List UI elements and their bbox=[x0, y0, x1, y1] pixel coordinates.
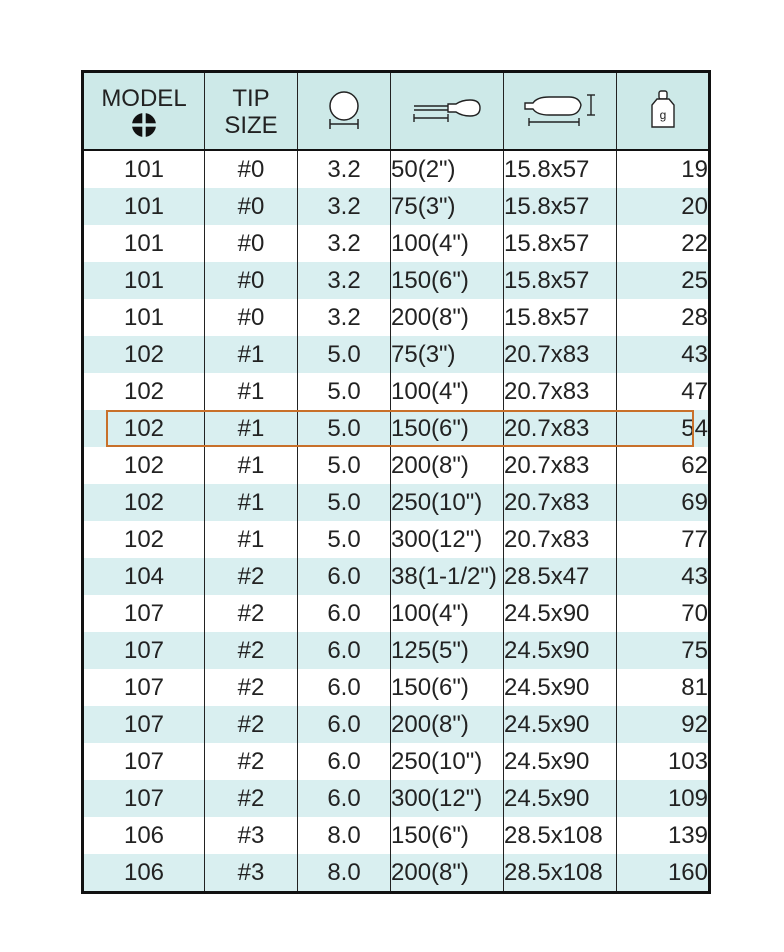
table-row bbox=[83, 225, 710, 262]
blade-length-cell: 100(4") bbox=[391, 225, 504, 262]
model-cell: 102 bbox=[83, 373, 205, 410]
table-row bbox=[83, 521, 710, 558]
model-cell: 107 bbox=[83, 743, 205, 780]
model-cell: 101 bbox=[83, 225, 205, 262]
tip-size-cell: #1 bbox=[205, 484, 298, 521]
table-row bbox=[83, 299, 710, 336]
diameter-cell: 6.0 bbox=[298, 595, 391, 632]
table-row bbox=[83, 743, 710, 780]
model-cell: 106 bbox=[83, 854, 205, 893]
weight-cell: 54 bbox=[617, 410, 710, 447]
tip-size-cell: #1 bbox=[205, 521, 298, 558]
blade-length-cell: 150(6") bbox=[391, 262, 504, 299]
tip-size-cell: #3 bbox=[205, 817, 298, 854]
shaft-diameter-icon bbox=[324, 87, 364, 131]
blade-length-cell: 150(6") bbox=[391, 669, 504, 706]
model-cell: 107 bbox=[83, 595, 205, 632]
weight-cell: 19 bbox=[617, 150, 710, 188]
table-row bbox=[83, 780, 710, 817]
table-row bbox=[83, 373, 710, 410]
table-row bbox=[83, 336, 710, 373]
tip-size-cell: #3 bbox=[205, 854, 298, 893]
handle-size-cell: 24.5x90 bbox=[504, 632, 617, 669]
tip-size-header-line2: SIZE bbox=[224, 112, 278, 139]
model-cell: 102 bbox=[83, 410, 205, 447]
blade-length-cell: 200(8") bbox=[391, 299, 504, 336]
blade-length-cell: 200(8") bbox=[391, 447, 504, 484]
diameter-cell: 5.0 bbox=[298, 484, 391, 521]
model-cell: 107 bbox=[83, 706, 205, 743]
spec-table-body bbox=[83, 150, 710, 893]
tip-size-cell: #0 bbox=[205, 150, 298, 188]
blade-length-cell: 150(6") bbox=[391, 410, 504, 447]
tip-size-cell: #2 bbox=[205, 780, 298, 817]
handle-size-cell: 20.7x83 bbox=[504, 410, 617, 447]
table-row bbox=[83, 262, 710, 299]
blade-length-cell: 250(10") bbox=[391, 743, 504, 780]
diameter-cell: 8.0 bbox=[298, 817, 391, 854]
handle-size-cell: 20.7x83 bbox=[504, 484, 617, 521]
blade-length-icon bbox=[410, 94, 484, 124]
diameter-cell: 5.0 bbox=[298, 447, 391, 484]
model-cell: 107 bbox=[83, 632, 205, 669]
handle-size-cell: 24.5x90 bbox=[504, 743, 617, 780]
tip-size-cell: #0 bbox=[205, 188, 298, 225]
diameter-cell: 3.2 bbox=[298, 299, 391, 336]
tip-size-cell: #2 bbox=[205, 706, 298, 743]
diameter-cell: 3.2 bbox=[298, 262, 391, 299]
tip-size-cell: #1 bbox=[205, 410, 298, 447]
handle-size-cell: 15.8x57 bbox=[504, 225, 617, 262]
weight-cell: 81 bbox=[617, 669, 710, 706]
diameter-cell: 3.2 bbox=[298, 225, 391, 262]
weight-cell: 62 bbox=[617, 447, 710, 484]
blade-length-cell: 50(2") bbox=[391, 150, 504, 188]
diameter-cell: 6.0 bbox=[298, 706, 391, 743]
handle-size-cell: 24.5x90 bbox=[504, 706, 617, 743]
weight-cell: 77 bbox=[617, 521, 710, 558]
tip-size-header-line1: TIP bbox=[232, 85, 270, 112]
weight-cell: 139 bbox=[617, 817, 710, 854]
model-cell: 102 bbox=[83, 336, 205, 373]
table-row bbox=[83, 669, 710, 706]
table-row bbox=[83, 484, 710, 521]
handle-size-cell: 15.8x57 bbox=[504, 299, 617, 336]
weight-cell: 109 bbox=[617, 780, 710, 817]
tip-size-cell: #1 bbox=[205, 373, 298, 410]
handle-size-cell: 24.5x90 bbox=[504, 780, 617, 817]
handle-size-cell: 28.5x47 bbox=[504, 558, 617, 595]
table-row bbox=[83, 595, 710, 632]
model-header-label: MODEL bbox=[101, 85, 187, 112]
handle-size-cell: 20.7x83 bbox=[504, 373, 617, 410]
table-row bbox=[83, 817, 710, 854]
weight-cell: 22 bbox=[617, 225, 710, 262]
weight-cell: 70 bbox=[617, 595, 710, 632]
tip-size-cell: #0 bbox=[205, 262, 298, 299]
model-cell: 101 bbox=[83, 262, 205, 299]
table-row bbox=[83, 150, 710, 188]
model-cell: 101 bbox=[83, 150, 205, 188]
weight-cell: 160 bbox=[617, 854, 710, 893]
tip-size-cell: #0 bbox=[205, 225, 298, 262]
blade-length-cell: 150(6") bbox=[391, 817, 504, 854]
tip-size-cell: #2 bbox=[205, 632, 298, 669]
handle-size-cell: 15.8x57 bbox=[504, 262, 617, 299]
diameter-cell: 5.0 bbox=[298, 410, 391, 447]
diameter-cell: 6.0 bbox=[298, 743, 391, 780]
weight-cell: 47 bbox=[617, 373, 710, 410]
blade-length-cell: 125(5") bbox=[391, 632, 504, 669]
blade-length-cell: 300(12") bbox=[391, 780, 504, 817]
table-row bbox=[83, 447, 710, 484]
handle-size-cell: 20.7x83 bbox=[504, 521, 617, 558]
handle-dimensions-icon bbox=[519, 91, 601, 127]
weight-cell: 69 bbox=[617, 484, 710, 521]
diameter-cell: 5.0 bbox=[298, 521, 391, 558]
table-row bbox=[83, 188, 710, 225]
weight-cell: 43 bbox=[617, 558, 710, 595]
blade-length-cell: 250(10") bbox=[391, 484, 504, 521]
blade-length-cell: 100(4") bbox=[391, 595, 504, 632]
diameter-cell: 6.0 bbox=[298, 632, 391, 669]
handle-dimensions-header bbox=[504, 72, 617, 151]
weight-cell: 75 bbox=[617, 632, 710, 669]
table-row bbox=[83, 632, 710, 669]
weight-cell: 28 bbox=[617, 299, 710, 336]
weight-icon bbox=[648, 89, 678, 129]
weight-cell: 20 bbox=[617, 188, 710, 225]
blade-length-cell: 75(3") bbox=[391, 336, 504, 373]
weight-cell: 92 bbox=[617, 706, 710, 743]
blade-length-cell: 200(8") bbox=[391, 854, 504, 893]
model-cell: 101 bbox=[83, 188, 205, 225]
model-cell: 101 bbox=[83, 299, 205, 336]
blade-length-cell: 75(3") bbox=[391, 188, 504, 225]
tip-size-cell: #1 bbox=[205, 336, 298, 373]
handle-size-cell: 20.7x83 bbox=[504, 447, 617, 484]
diameter-cell: 6.0 bbox=[298, 669, 391, 706]
diameter-cell: 3.2 bbox=[298, 150, 391, 188]
weight-cell: 25 bbox=[617, 262, 710, 299]
handle-size-cell: 28.5x108 bbox=[504, 817, 617, 854]
handle-size-cell: 24.5x90 bbox=[504, 669, 617, 706]
shaft-diameter-header bbox=[298, 72, 391, 151]
model-cell: 102 bbox=[83, 484, 205, 521]
blade-length-cell: 38(1-1/2") bbox=[391, 558, 504, 595]
diameter-cell: 5.0 bbox=[298, 336, 391, 373]
weight-header bbox=[617, 72, 710, 151]
weight-cell: 103 bbox=[617, 743, 710, 780]
blade-length-header bbox=[391, 72, 504, 151]
weight-cell: 43 bbox=[617, 336, 710, 373]
diameter-cell: 3.2 bbox=[298, 188, 391, 225]
model-header bbox=[83, 72, 205, 151]
handle-size-cell: 24.5x90 bbox=[504, 595, 617, 632]
model-cell: 107 bbox=[83, 780, 205, 817]
diameter-cell: 6.0 bbox=[298, 558, 391, 595]
tip-size-cell: #2 bbox=[205, 558, 298, 595]
table-row bbox=[83, 854, 710, 893]
model-cell: 102 bbox=[83, 447, 205, 484]
table-row bbox=[83, 410, 710, 447]
tip-size-cell: #1 bbox=[205, 447, 298, 484]
tip-size-header bbox=[205, 72, 298, 151]
model-cell: 102 bbox=[83, 521, 205, 558]
blade-length-cell: 100(4") bbox=[391, 373, 504, 410]
diameter-cell: 5.0 bbox=[298, 373, 391, 410]
tip-size-cell: #2 bbox=[205, 595, 298, 632]
model-cell: 104 bbox=[83, 558, 205, 595]
blade-length-cell: 300(12") bbox=[391, 521, 504, 558]
table-row bbox=[83, 706, 710, 743]
phillips-cross-icon bbox=[131, 112, 157, 138]
diameter-cell: 6.0 bbox=[298, 780, 391, 817]
table-row bbox=[83, 558, 710, 595]
model-cell: 107 bbox=[83, 669, 205, 706]
header-row bbox=[83, 72, 710, 151]
handle-size-cell: 15.8x57 bbox=[504, 150, 617, 188]
diameter-cell: 8.0 bbox=[298, 854, 391, 893]
model-cell: 106 bbox=[83, 817, 205, 854]
tip-size-cell: #2 bbox=[205, 743, 298, 780]
tip-size-cell: #2 bbox=[205, 669, 298, 706]
spec-table bbox=[81, 70, 711, 894]
weight-icon-label: g bbox=[659, 107, 666, 122]
handle-size-cell: 20.7x83 bbox=[504, 336, 617, 373]
tip-size-cell: #0 bbox=[205, 299, 298, 336]
handle-size-cell: 15.8x57 bbox=[504, 188, 617, 225]
blade-length-cell: 200(8") bbox=[391, 706, 504, 743]
handle-size-cell: 28.5x108 bbox=[504, 854, 617, 893]
